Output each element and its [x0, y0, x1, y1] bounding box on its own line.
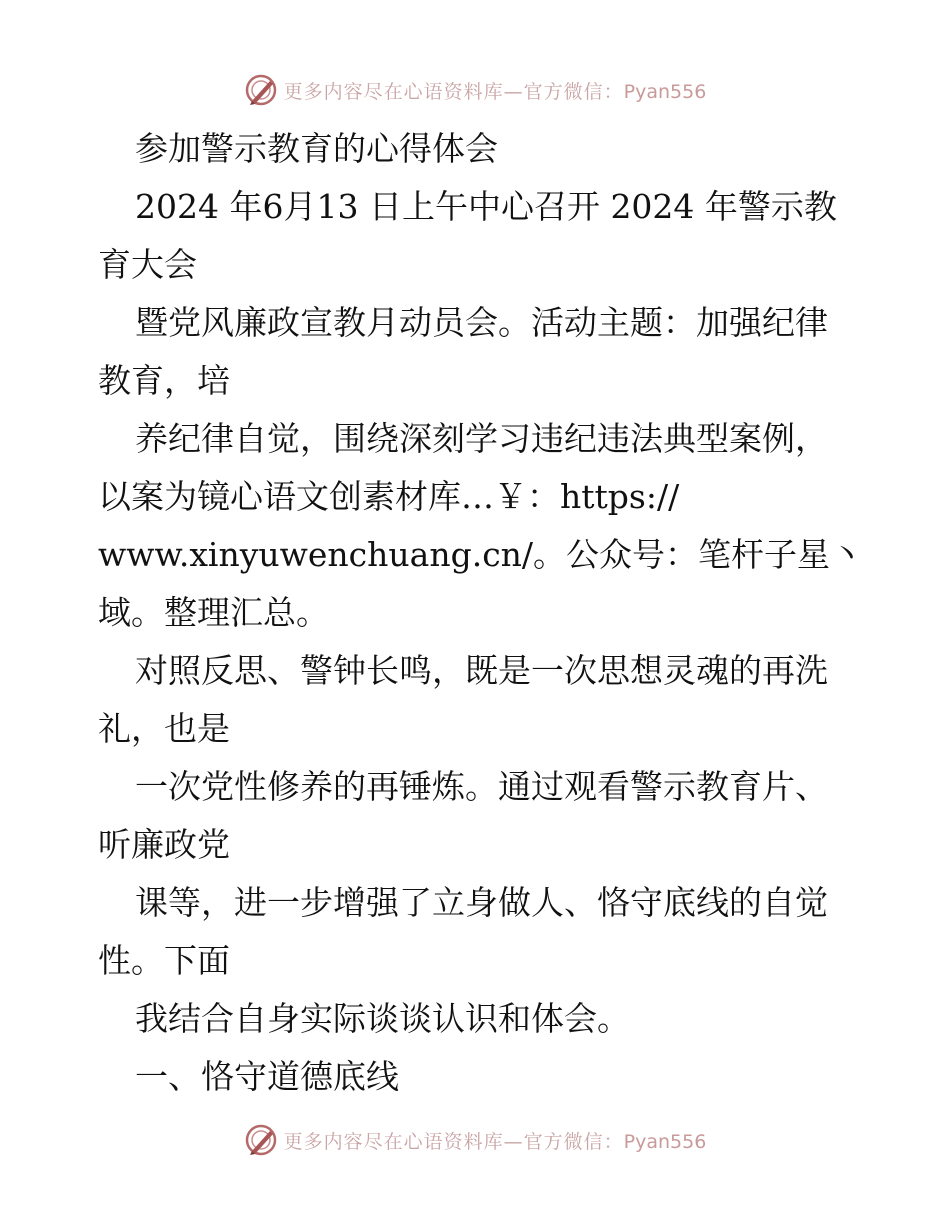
- paragraph-line: 课等，进一步增强了立身做人、恪守底线的自觉: [135, 883, 828, 922]
- document-body: [98, 120, 868, 1106]
- paragraph-line: 听廉政党: [98, 825, 230, 864]
- watermark-account: Pyan556: [623, 80, 707, 103]
- watermark-footer: [0, 1120, 950, 1160]
- paragraph-line: 2024 年6月13 日上午中心召开 2024 年警示教: [135, 187, 837, 226]
- watermark-account: Pyan556: [623, 1130, 707, 1153]
- paragraph-line: 对照反思、警钟长鸣，既是一次思想灵魂的再洗: [135, 651, 828, 690]
- paragraph-line: 育大会: [98, 245, 197, 284]
- pen-logo-icon: [244, 73, 278, 107]
- section-heading: 一、恪守道德底线: [135, 1057, 399, 1096]
- watermark-text: 更多内容尽在心语资料库—官方微信：Pyan556: [283, 1130, 707, 1153]
- document-title: 参加警示教育的心得体会: [135, 129, 498, 168]
- paragraph-line: 以案为镜心语文创素材库…￥：https://: [98, 477, 680, 516]
- paragraph-line: 域。整理汇总。: [98, 593, 329, 632]
- paragraph-line: 暨党风廉政宣教月动员会。活动主题：加强纪律: [135, 303, 828, 342]
- paragraph-line: 一次党性修养的再锤炼。通过观看警示教育片、: [135, 767, 828, 806]
- watermark-text: 更多内容尽在心语资料库—官方微信：Pyan556: [283, 80, 707, 103]
- paragraph-line: 我结合自身实际谈谈认识和体会。: [135, 999, 630, 1038]
- paragraph-line: 教育，培: [98, 361, 230, 400]
- watermark-header: [0, 70, 950, 110]
- paragraph-line: 养纪律自觉，围绕深刻学习违纪违法典型案例，: [135, 419, 828, 458]
- paragraph-line-url: www.xinyuwenchuang.cn/。公众号：笔杆子星丶: [98, 535, 864, 574]
- paragraph-line: 性。下面: [98, 941, 230, 980]
- paragraph-line: 礼，也是: [98, 709, 230, 748]
- pen-logo-icon: [244, 1123, 278, 1157]
